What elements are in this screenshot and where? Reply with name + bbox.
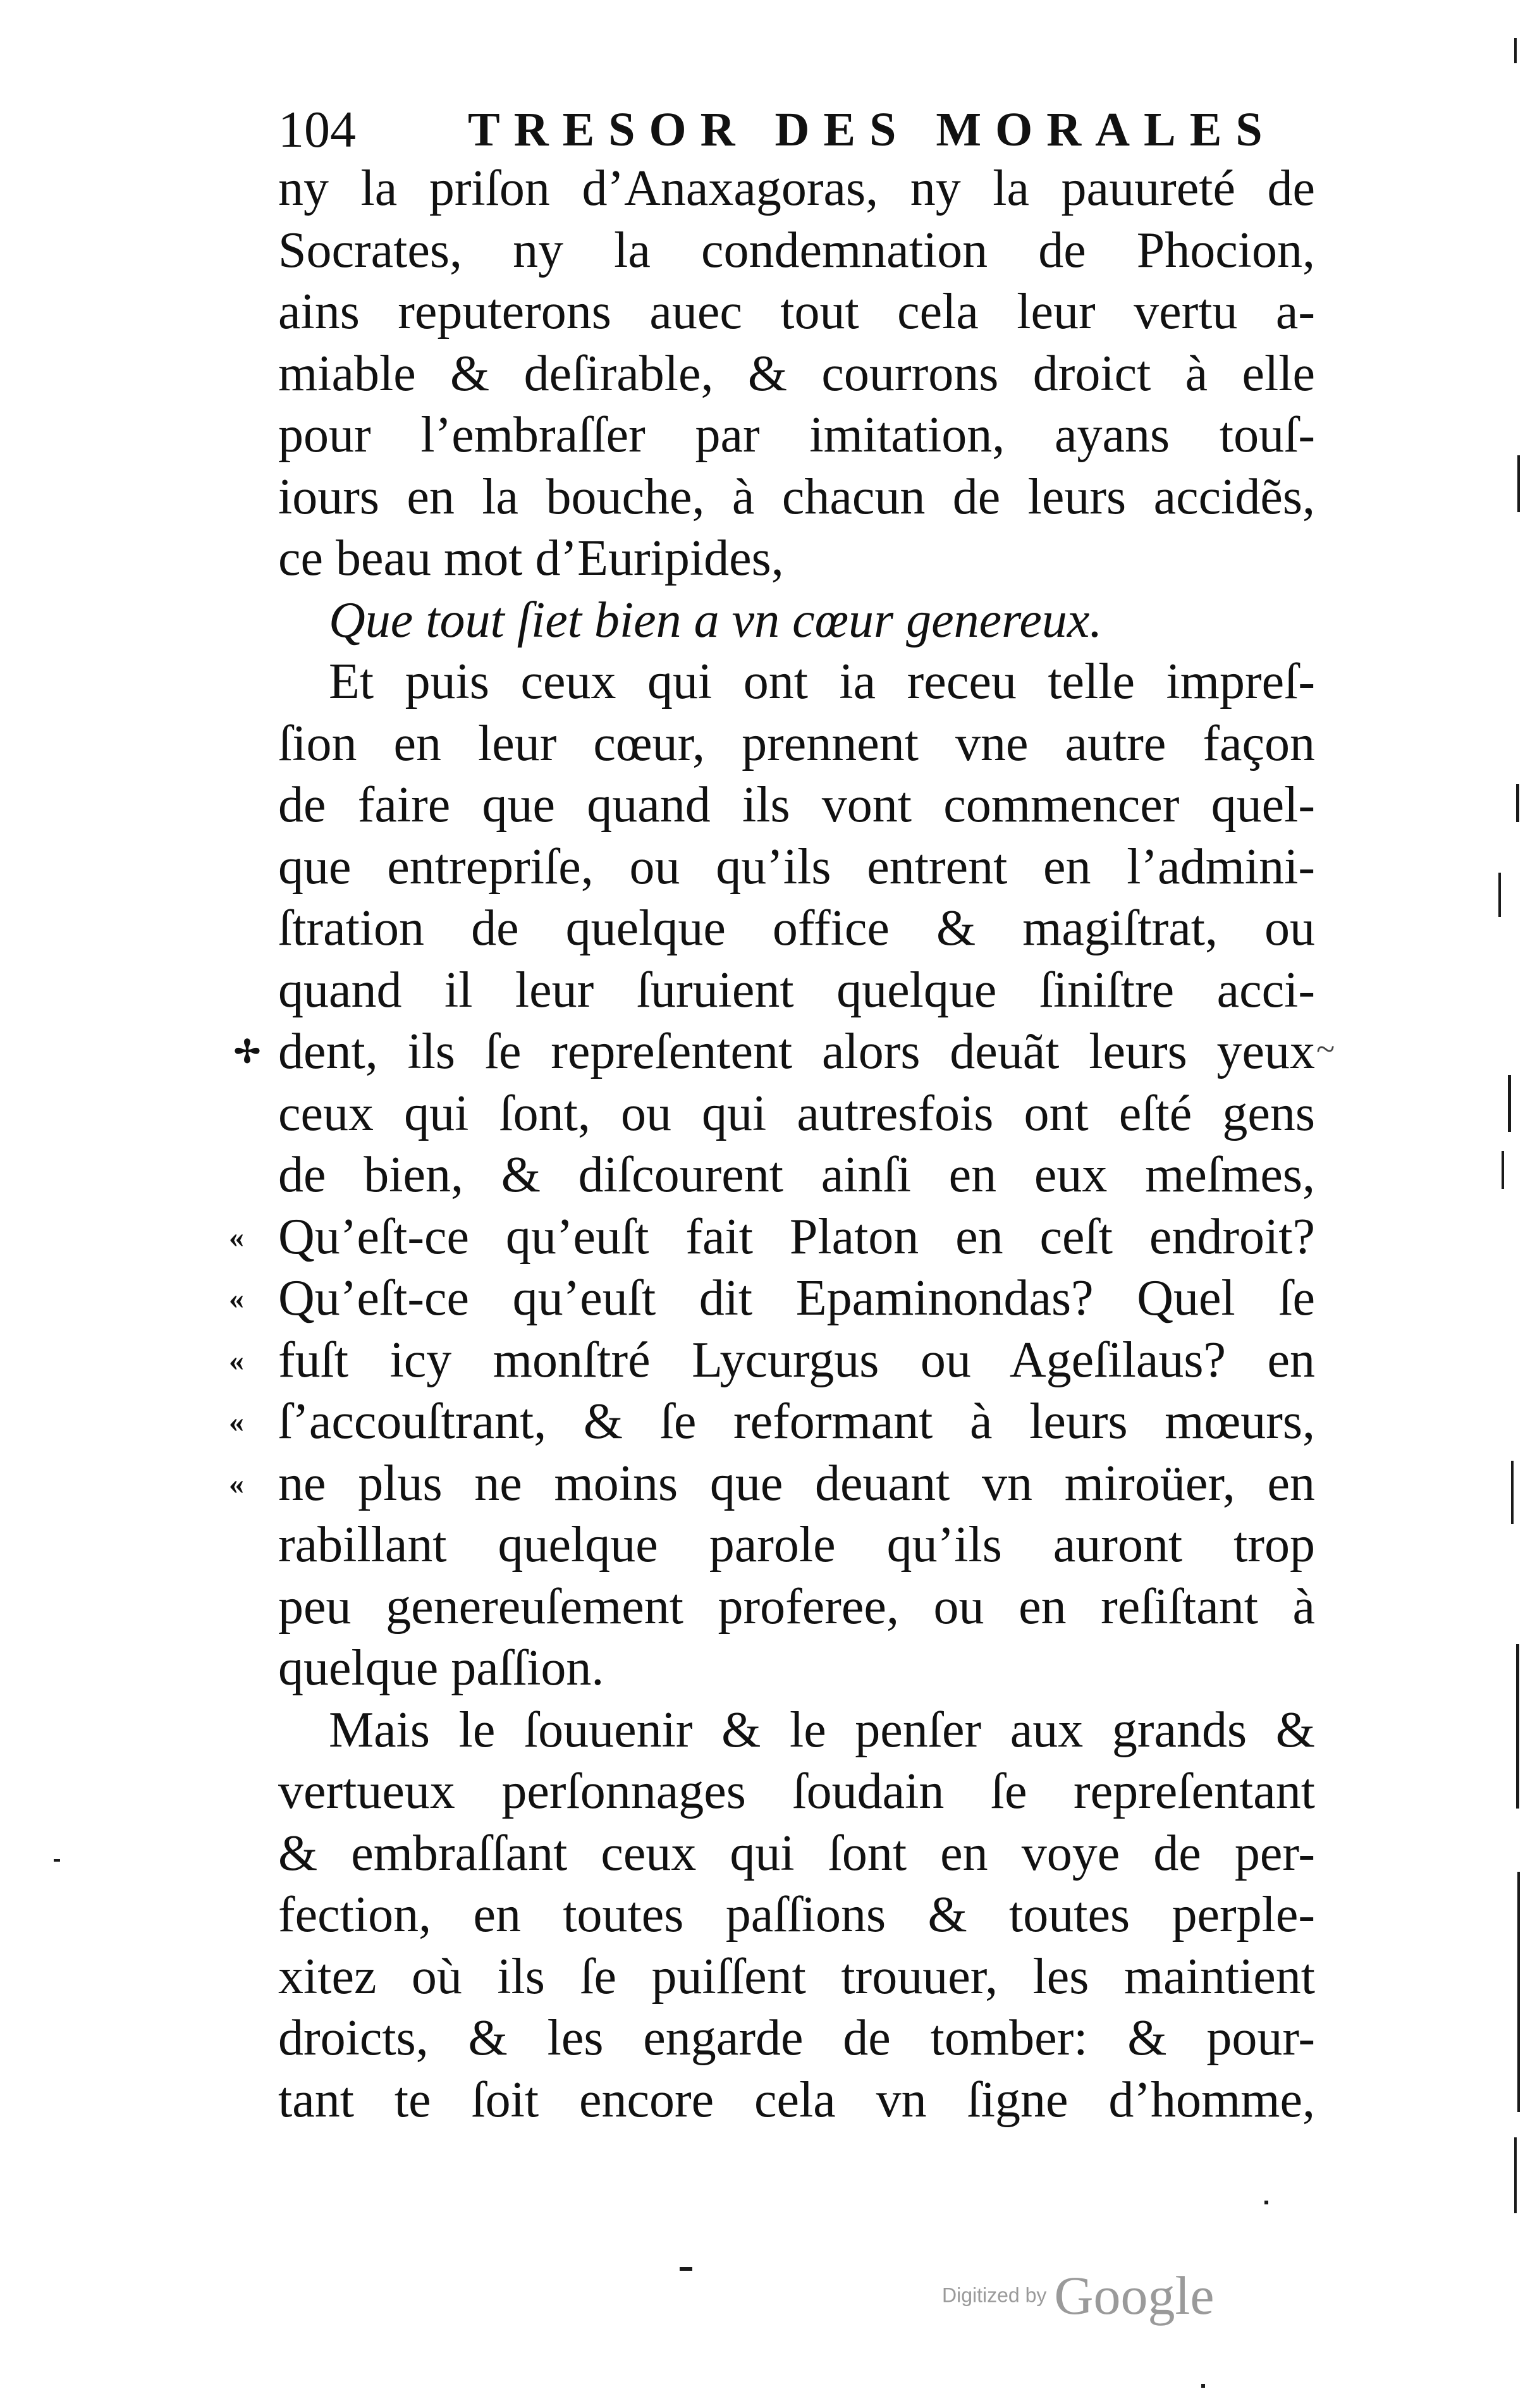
quote-marker-icon: «: [229, 1220, 244, 1254]
text-line: dent, ils ſe repreſentent alors deuãt leurs yeux: [278, 1024, 1315, 1079]
quoted-line: [229, 1207, 1315, 1268]
text-line: ce beau mot d’Euripides,: [278, 531, 784, 586]
quoted-line: [229, 1453, 1315, 1515]
text-line: ſ’accouſtrant, & ſe reformant à leurs mœurs,: [278, 1394, 1315, 1449]
text-line: vertueux perſonnages ſoudain ſe repreſentant: [278, 1764, 1315, 1819]
text-line: quand il leur ſuruient quelque ſiniſtre acci-: [278, 962, 1315, 1018]
body-text: [229, 158, 1335, 2131]
text-line: iours en la bouche, à chacun de leurs accidẽs,: [278, 469, 1315, 525]
text-line: fection, en toutes paſſions & toutes perple-: [278, 1887, 1315, 1943]
quote-marker-icon: «: [229, 1282, 244, 1315]
text-line: quelque paſſion.: [278, 1640, 604, 1696]
text-line: Qu’eſt-ce qu’euſt dit Epaminondas? Quel ſe: [278, 1270, 1315, 1326]
text-line: peu genereuſement proferee, ou en reſiſtant à: [278, 1578, 1315, 1635]
text-line: Socrates, ny la condemnation de Phocion,: [278, 222, 1315, 278]
quoted-line: [229, 1330, 1315, 1392]
margin-mark-icon: ✢: [234, 1034, 260, 1069]
watermark-prefix: Digitized by: [942, 2283, 1047, 2307]
text-line: rabillant quelque parole qu’ils auront trop: [278, 1517, 1315, 1573]
quote-marker-icon: «: [229, 1466, 244, 1501]
text-line: Qu’eſt-ce qu’euſt fait Platon en ceſt endroit?: [278, 1208, 1315, 1265]
text-line: & embraſſant ceux qui ſont en voye de per-: [278, 1825, 1315, 1881]
text-line: ſtration de quelque office & magiſtrat, ou: [278, 900, 1315, 956]
verse-quotation: Que tout ſiet bien a vn cœur genereux.: [329, 592, 1103, 648]
text-line: xitez où ils ſe puiſſent trouuer, les maintient: [278, 1948, 1315, 2005]
text-line: tant te ſoit encore cela vn ſigne d’homme,: [278, 2072, 1315, 2128]
paragraph-first-line: Et puis ceux qui ont ia receu telle impreſ-: [329, 654, 1315, 710]
quote-marker-icon: «: [229, 1405, 244, 1439]
text-line: que entrepriſe, ou qu’ils entrent en l’admini-: [278, 838, 1315, 895]
quoted-line: [229, 1391, 1315, 1453]
text-line: miable & deſirable, & courrons droict à elle: [278, 345, 1315, 402]
text-line: de bien, & diſcourent ainſi en eux meſmes,: [278, 1147, 1315, 1203]
text-line: ny la priſon d’Anaxagoras, ny la pauureté de: [278, 161, 1315, 216]
text-line: de faire que quand ils vont commencer quel-: [278, 777, 1315, 833]
google-logo: Google: [1054, 2265, 1215, 2326]
running-head: TRESOR DES MORALES: [468, 103, 1276, 156]
digitized-by-watermark: [942, 2264, 1258, 2333]
text-line: ſion en leur cœur, prennent vne autre façon: [278, 715, 1315, 771]
text-line-with-mark: [234, 1021, 1335, 1083]
paragraph-first-line: Mais le ſouuenir & le penſer aux grands &: [329, 1702, 1315, 1758]
page-number: 104: [278, 101, 356, 158]
text-line: ains reputerons auec tout cela leur vertu a-: [278, 284, 1315, 340]
margin-tilde: ~: [1316, 1030, 1335, 1068]
page-header: [278, 95, 1315, 164]
text-line: ceux qui ſont, ou qui autresfois ont eſté gens: [278, 1085, 1315, 1141]
text-line: ne plus ne moins que deuant vn miroüer, en: [278, 1455, 1315, 1511]
text-line: droicts, & les engarde de tomber: & pour-: [278, 2010, 1315, 2066]
quote-marker-icon: «: [229, 1343, 244, 1377]
text-line: fuſt icy monſtré Lycurgus ou Ageſilaus? en: [278, 1332, 1315, 1388]
quoted-line: [229, 1268, 1315, 1330]
text-line: pour l’embraſſer par imitation, ayans touſ-: [278, 407, 1315, 463]
